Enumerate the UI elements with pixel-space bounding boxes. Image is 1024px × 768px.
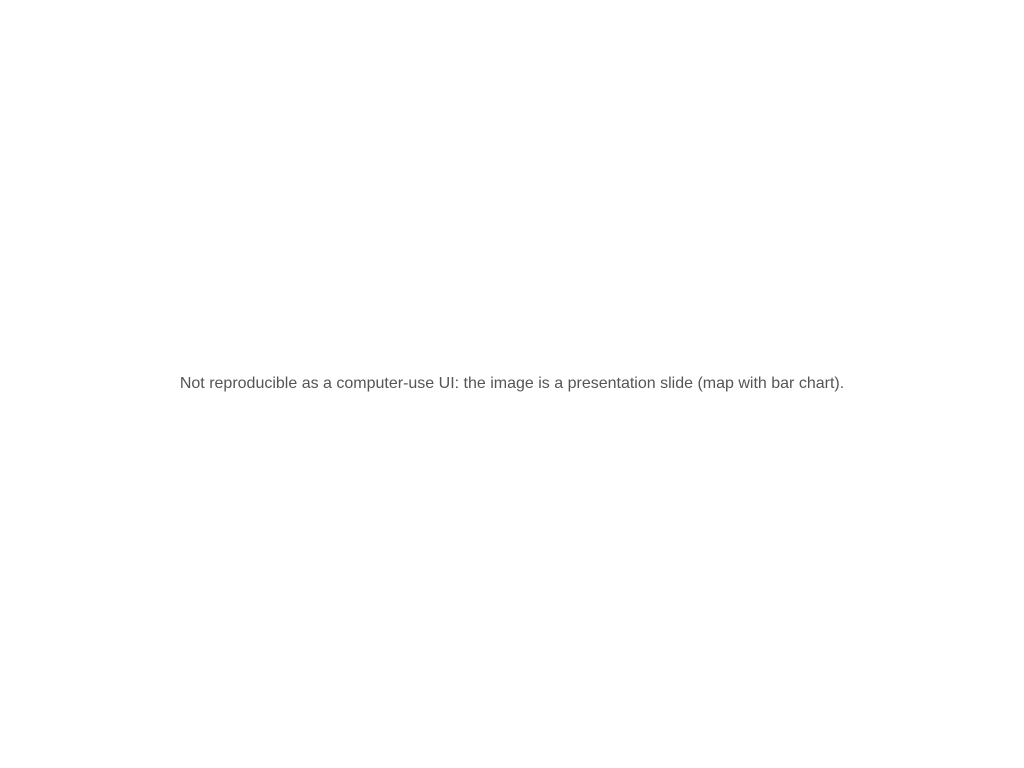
- notice: Not reproducible as a computer-use UI: the image is a presentation slide (map with bar chart).: [179, 375, 845, 392]
